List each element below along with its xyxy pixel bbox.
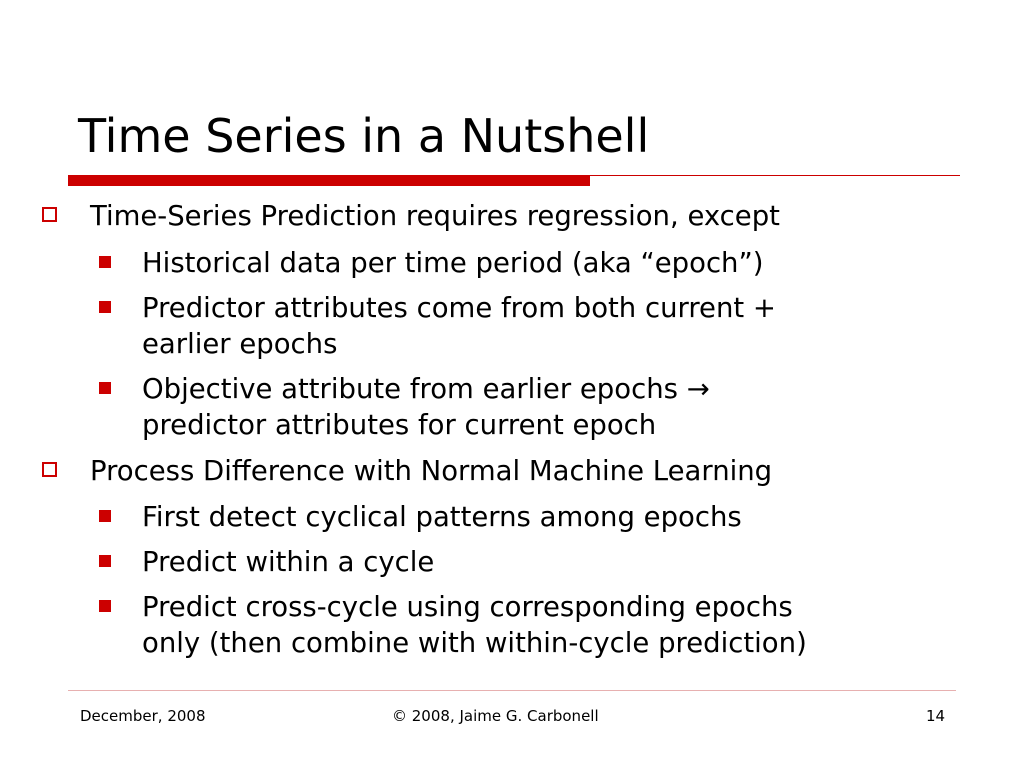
footer-date: December, 2008 (80, 707, 206, 725)
sub-bullet-item: Predict cross-cycle using corresponding epochs (142, 591, 793, 623)
sub-bullet-item: Objective attribute from earlier epochs → (142, 373, 710, 405)
filled-square-bullet-icon (99, 510, 111, 522)
filled-square-bullet-icon (99, 555, 111, 567)
bullet-item: Process Difference with Normal Machine Learning (90, 455, 773, 487)
hollow-square-bullet-icon (42, 462, 57, 477)
sub-bullet-item: First detect cyclical patterns among epochs (142, 501, 742, 533)
sub-bullet-item-continuation: only (then combine with within-cycle prediction) (142, 627, 807, 659)
sub-bullet-item: Predict within a cycle (142, 546, 435, 578)
sub-bullet-item-continuation: earlier epochs (142, 328, 338, 360)
filled-square-bullet-icon (99, 256, 111, 268)
title-underline-thin (590, 175, 960, 176)
footer-copyright: © 2008, Jaime G. Carbonell (392, 707, 599, 725)
title-underline-thick (68, 175, 590, 186)
hollow-square-bullet-icon (42, 207, 57, 222)
sub-bullet-item-continuation: predictor attributes for current epoch (142, 409, 657, 441)
slide-title: Time Series in a Nutshell (78, 109, 650, 163)
filled-square-bullet-icon (99, 301, 111, 313)
bullet-item: Time-Series Prediction requires regression, except (90, 200, 780, 232)
footer-divider (68, 690, 956, 691)
sub-bullet-item: Historical data per time period (aka “epoch”) (142, 247, 764, 279)
filled-square-bullet-icon (99, 382, 111, 394)
page-number: 14 (926, 707, 946, 725)
filled-square-bullet-icon (99, 600, 111, 612)
sub-bullet-item: Predictor attributes come from both current + (142, 292, 776, 324)
